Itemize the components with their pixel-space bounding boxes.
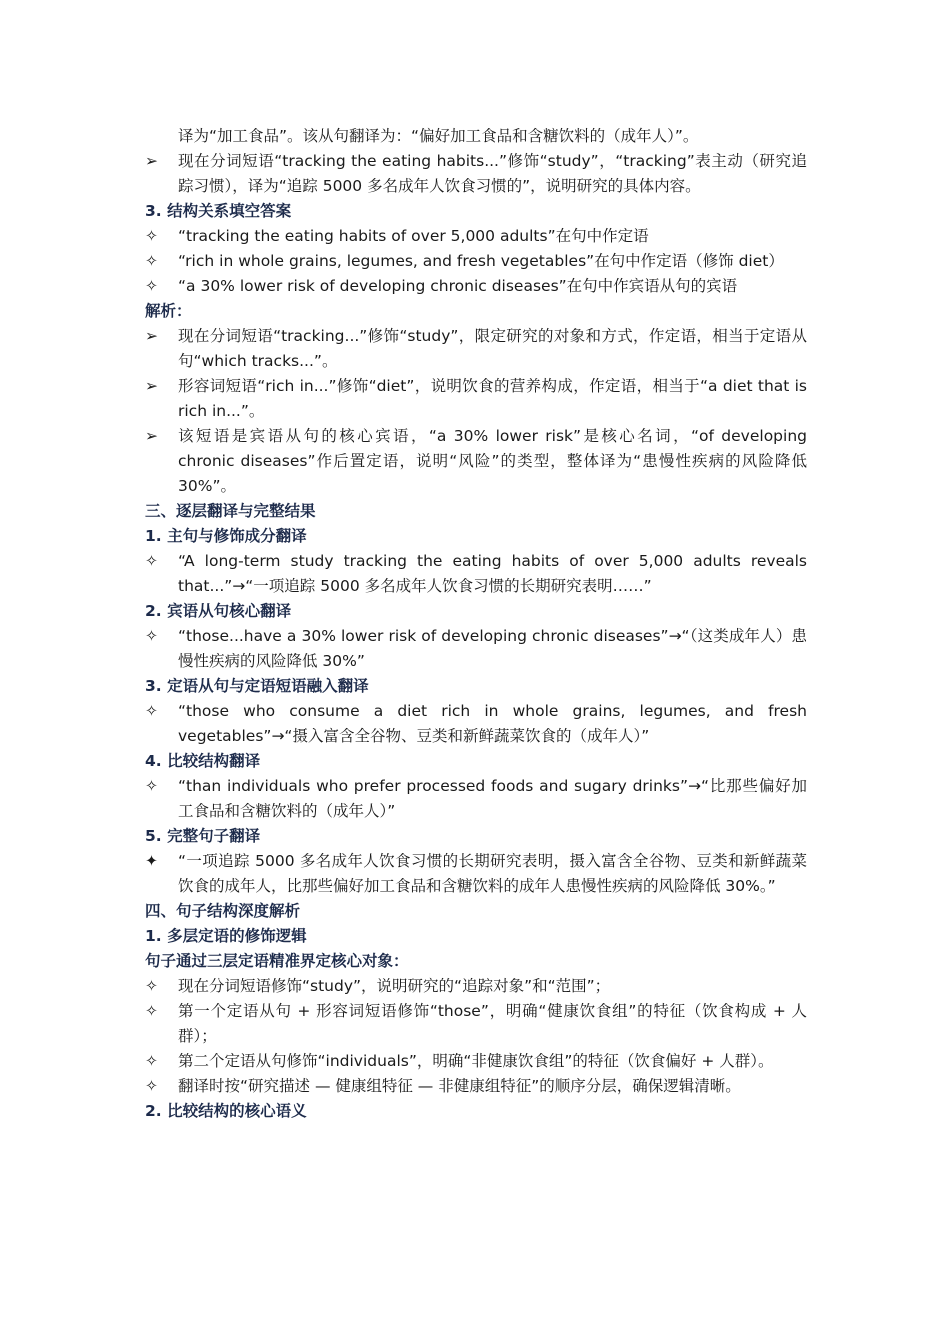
diamond-bullet-icon: ✧ bbox=[145, 277, 158, 295]
list-item-text: 现在分词短语“tracking...”修饰“study”，限定研究的对象和方式，作定语，相当于定语从句“which tracks...”。 bbox=[178, 327, 807, 370]
list-item bbox=[145, 374, 807, 424]
list-item bbox=[145, 1074, 807, 1099]
diamond-bullet-icon: ✧ bbox=[145, 1077, 158, 1095]
list-item bbox=[145, 699, 807, 749]
list-item bbox=[145, 624, 807, 674]
diamond-bullet-icon: ✧ bbox=[145, 1002, 158, 1020]
arrow-bullet-icon: ➢ bbox=[145, 427, 158, 445]
paragraph-continuation: 译为“加工食品”。该从句翻译为：“偏好加工食品和含糖饮料的（成年人）”。 bbox=[178, 127, 699, 145]
section-heading: 2. 宾语从句核心翻译 bbox=[145, 602, 292, 620]
list-item bbox=[145, 324, 807, 374]
list-item bbox=[145, 224, 807, 249]
list-item-text: “those who consume a diet rich in whole grains, legumes, and fresh vegetables”→“摄入富含全谷物、豆类和新鲜蔬菜饮食的（成年人）” bbox=[178, 702, 807, 745]
diamond-bullet-icon: ✧ bbox=[145, 552, 158, 570]
list-item-text: “tracking the eating habits of over 5,000 adults”在句中作定语 bbox=[178, 227, 649, 245]
list-item bbox=[145, 274, 807, 299]
section-heading: 1. 多层定语的修饰逻辑 bbox=[145, 927, 307, 945]
document-page bbox=[145, 124, 807, 1124]
diamond-bullet-icon: ✧ bbox=[145, 227, 158, 245]
list-item bbox=[145, 249, 807, 274]
list-item-text: 形容词短语“rich in...”修饰“diet”，说明饮食的营养构成，作定语，相当于“a diet that is rich in...”。 bbox=[178, 377, 807, 420]
lead-text: 句子通过三层定语精准界定核心对象： bbox=[145, 952, 409, 970]
section-heading: 5. 完整句子翻译 bbox=[145, 827, 261, 845]
part-heading: 四、句子结构深度解析 bbox=[145, 902, 301, 920]
list-item bbox=[145, 424, 807, 499]
arrow-bullet-icon: ➢ bbox=[145, 377, 158, 395]
analysis-heading: 解析： bbox=[145, 302, 192, 320]
section-heading: 1. 主句与修饰成分翻译 bbox=[145, 527, 307, 545]
diamond-bullet-icon: ✧ bbox=[145, 702, 158, 720]
arrow-bullet-icon: ➢ bbox=[145, 152, 158, 170]
list-item-text: 翻译时按“研究描述 — 健康组特征 — 非健康组特征”的顺序分层，确保逻辑清晰。 bbox=[178, 1077, 741, 1095]
list-item bbox=[145, 849, 807, 899]
list-item-text: “A long-term study tracking the eating habits of over 5,000 adults reveals that...”→“一项追踪 5000 多名成年人饮食习惯的长期研究表明……” bbox=[178, 552, 807, 595]
diamond-bullet-icon: ✧ bbox=[145, 977, 158, 995]
list-item-text: “a 30% lower risk of developing chronic diseases”在句中作宾语从句的宾语 bbox=[178, 277, 738, 295]
diamond-bullet-icon: ✧ bbox=[145, 777, 158, 795]
section-heading: 4. 比较结构翻译 bbox=[145, 752, 261, 770]
list-item-text: 现在分词短语“tracking the eating habits...”修饰“study”，“tracking”表主动（研究追踪习惯），译为“追踪 5000 多名成年人饮食习惯的”，说明研究的具体内容。 bbox=[178, 152, 807, 195]
list-item-text: 第二个定语从句修饰“individuals”，明确“非健康饮食组”的特征（饮食偏好 + 人群）。 bbox=[178, 1052, 774, 1070]
list-item bbox=[145, 999, 807, 1049]
list-item-text: “一项追踪 5000 多名成年人饮食习惯的长期研究表明，摄入富含全谷物、豆类和新鲜蔬菜饮食的成年人，比那些偏好加工食品和含糖饮料的成年人患慢性疾病的风险降低 30%。” bbox=[178, 852, 807, 895]
section-heading: 3. 定语从句与定语短语融入翻译 bbox=[145, 677, 369, 695]
list-item-text: “those...have a 30% lower risk of developing chronic diseases”→“（这类成年人）患慢性疾病的风险降低 30%” bbox=[178, 627, 807, 670]
list-item-text: 该短语是宾语从句的核心宾语，“a 30% lower risk”是核心名词，“of developing chronic diseases”作后置定语，说明“风险”的类型，整体译为“患慢性疾病的风险降低 30%”。 bbox=[178, 427, 807, 495]
list-item-text: 现在分词短语修饰“study”，说明研究的“追踪对象”和“范围”； bbox=[178, 977, 611, 995]
list-item bbox=[145, 1049, 807, 1074]
list-item-text: “than individuals who prefer processed foods and sugary drinks”→“比那些偏好加工食品和含糖饮料的（成年人）” bbox=[178, 777, 807, 820]
part-heading: 三、逐层翻译与完整结果 bbox=[145, 502, 316, 520]
diamond-bullet-icon: ✧ bbox=[145, 252, 158, 270]
diamond-bullet-icon: ✧ bbox=[145, 1052, 158, 1070]
list-item bbox=[145, 549, 807, 599]
list-item bbox=[145, 974, 807, 999]
section-heading: 2. 比较结构的核心语义 bbox=[145, 1102, 307, 1120]
filled-diamond-bullet-icon: ✦ bbox=[145, 852, 158, 870]
section-heading: 3. 结构关系填空答案 bbox=[145, 202, 292, 220]
list-item bbox=[145, 149, 807, 199]
list-item-text: “rich in whole grains, legumes, and fresh vegetables”在句中作定语（修饰 diet） bbox=[178, 252, 784, 270]
list-item-text: 第一个定语从句 + 形容词短语修饰“those”，明确“健康饮食组”的特征（饮食构成 + 人群）； bbox=[178, 1002, 807, 1045]
list-item bbox=[145, 774, 807, 824]
arrow-bullet-icon: ➢ bbox=[145, 327, 158, 345]
diamond-bullet-icon: ✧ bbox=[145, 627, 158, 645]
